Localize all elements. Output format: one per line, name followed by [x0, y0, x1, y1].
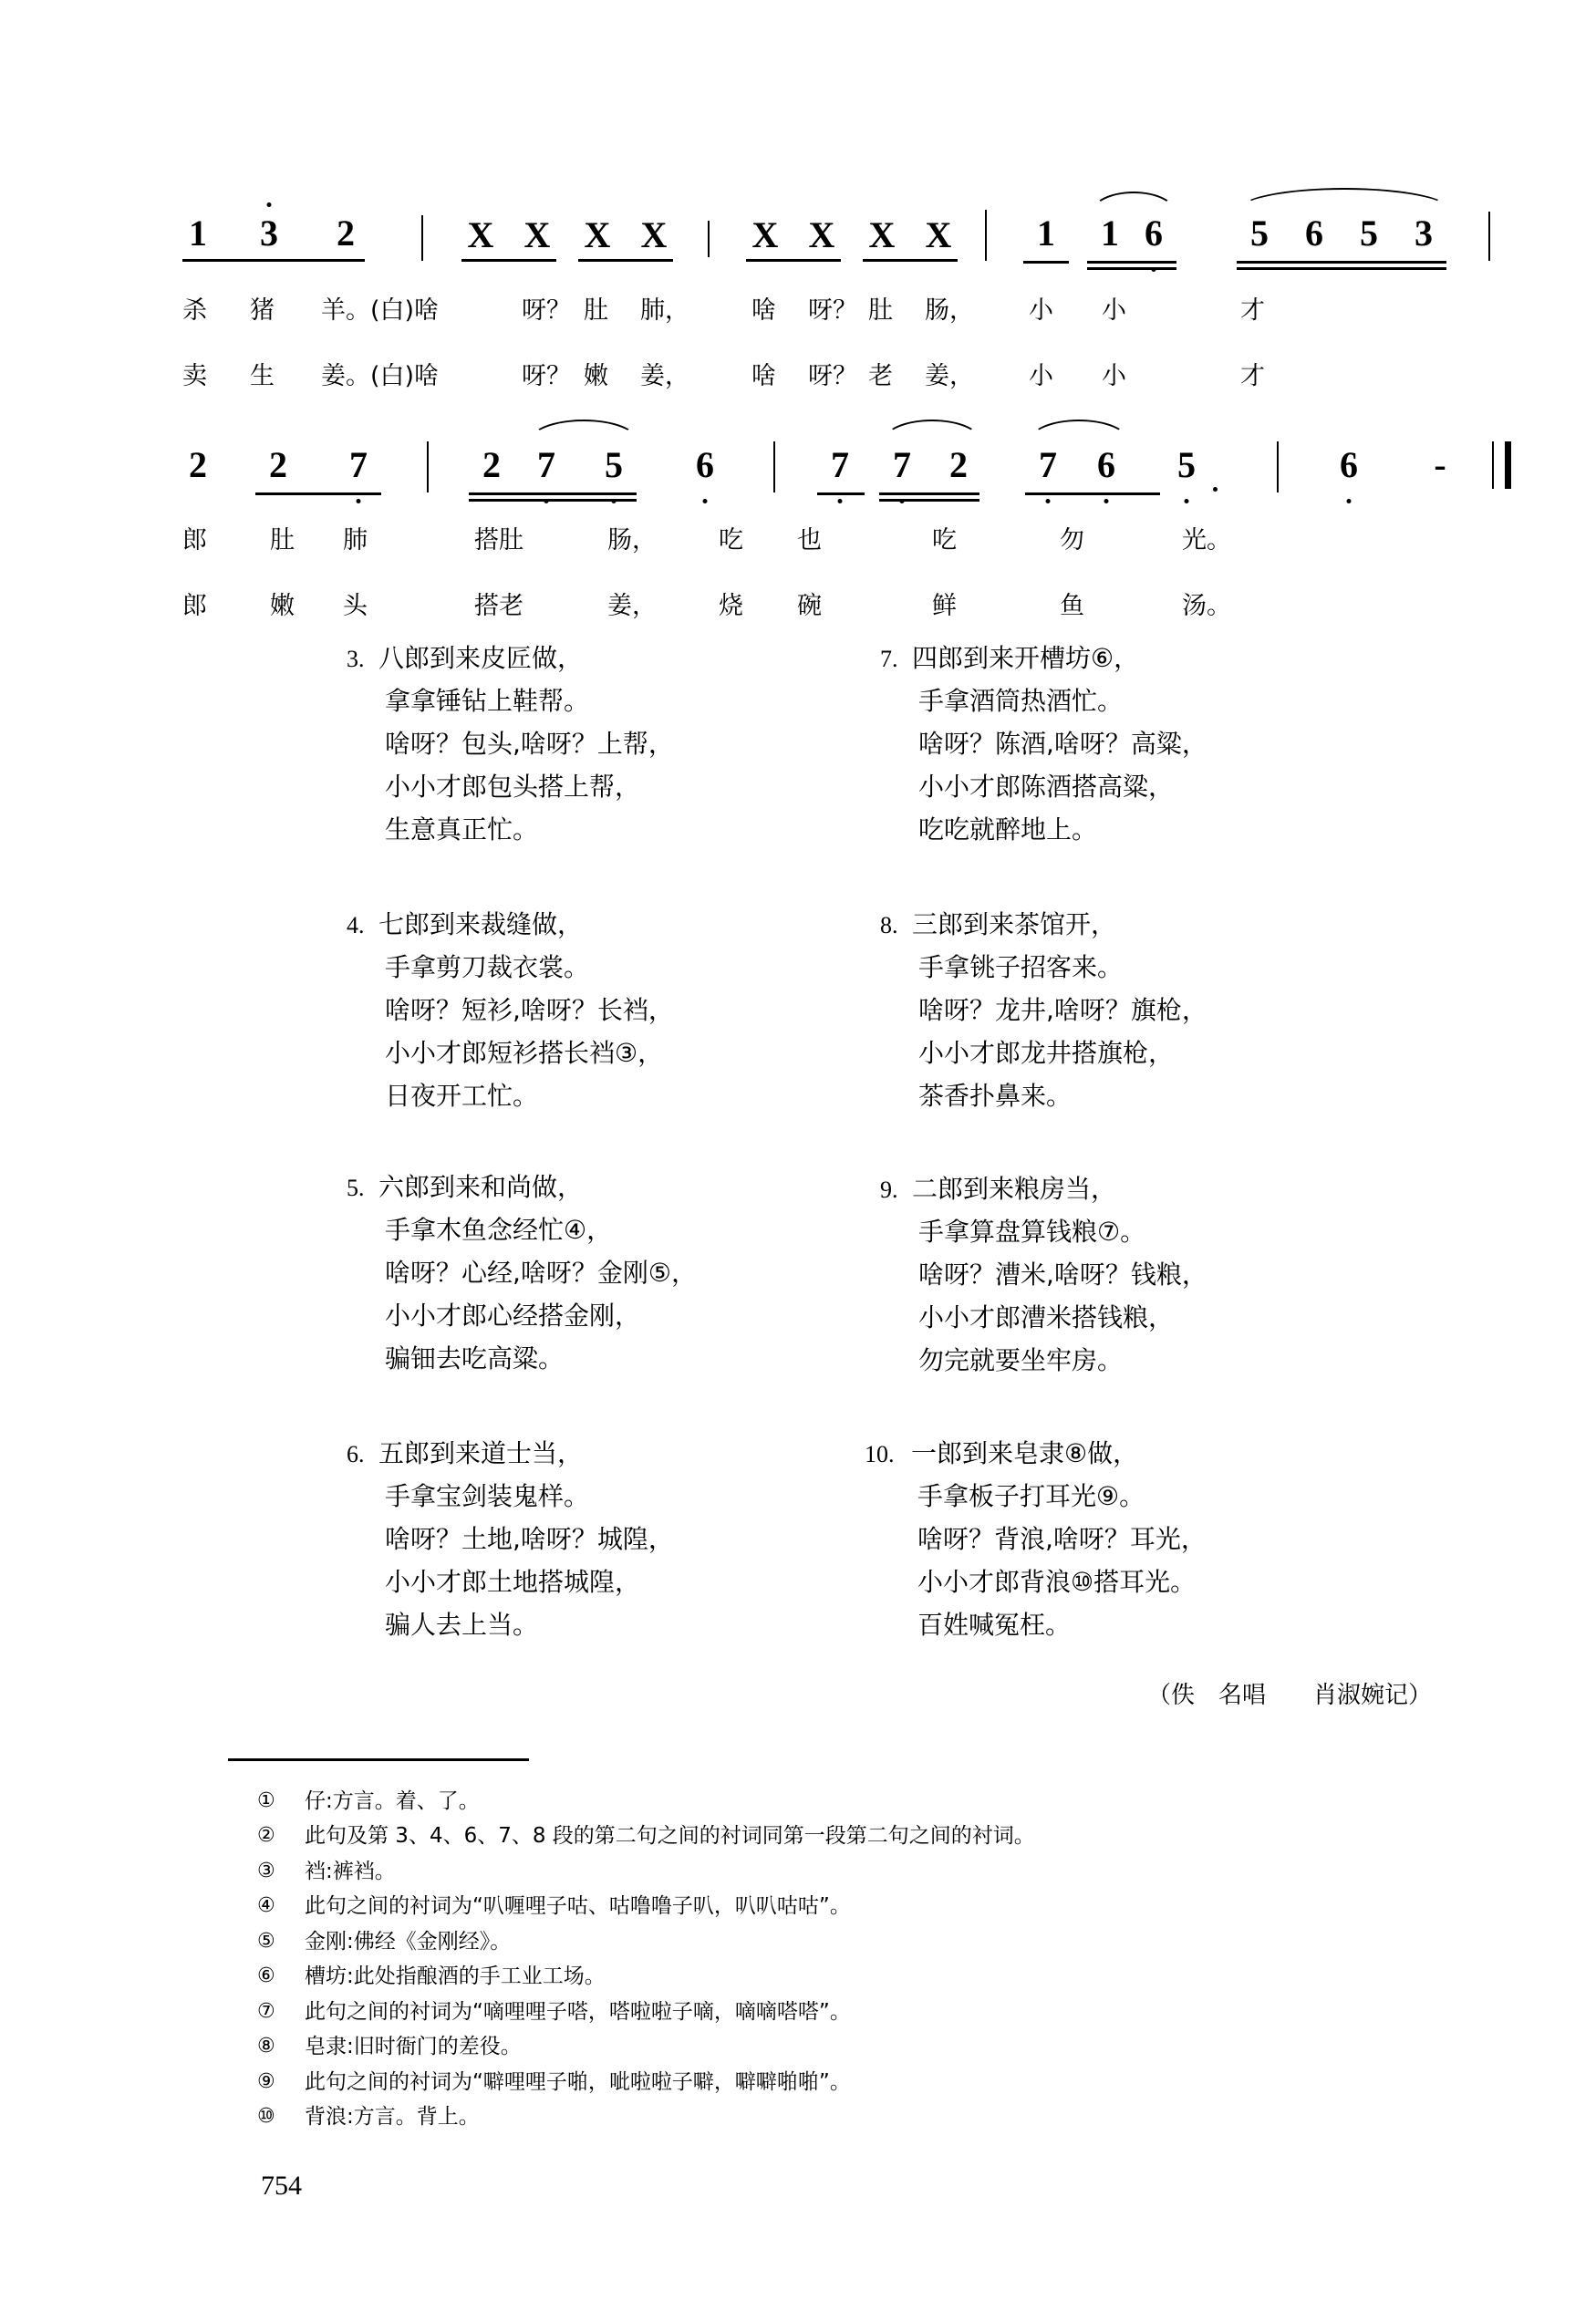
- rhythm-x-7: X: [868, 214, 896, 255]
- verse-number: 5.: [347, 1175, 365, 1201]
- verse-line: 啥呀？短衫,啥呀？长裆，: [385, 995, 674, 1025]
- lyric-cell: 姜，: [607, 592, 657, 620]
- lyric-cell: 小: [1029, 296, 1053, 325]
- lyric-cell: 光。: [1182, 526, 1231, 555]
- rhythm-x-8: X: [925, 214, 952, 255]
- lyric-cell: 嫩: [584, 362, 608, 390]
- footnote-item: [257, 1824, 1035, 1848]
- verse-line: 小小才郎短衫搭长裆③，: [385, 1038, 664, 1068]
- verse-9: [880, 1174, 1207, 1391]
- verse-3: [347, 643, 674, 860]
- lyric-cell: 嫩: [270, 592, 295, 620]
- verse-line: 手拿木鱼念经忙④，: [385, 1215, 613, 1245]
- lyric-cell: 勿: [1060, 526, 1084, 555]
- lyric-cell: 卖: [182, 362, 207, 390]
- lyric-cell: 吃: [719, 526, 743, 555]
- lyric-cell: 碗: [797, 592, 822, 620]
- lyric-cell: 啥: [751, 296, 776, 325]
- verse-line: 生意真正忙。: [385, 814, 539, 845]
- note-s2m3-3: 2: [949, 444, 968, 485]
- verse-line: 手拿宝剑装鬼样。: [385, 1481, 590, 1511]
- note-s2m3-2: 7: [886, 447, 917, 483]
- verse-5: [347, 1172, 698, 1389]
- verse-line: 啥呀？包头,啥呀？上帮，: [385, 729, 674, 759]
- verse-number: 10.: [865, 1441, 895, 1467]
- verse-line: 手拿铫子招客来。: [918, 952, 1124, 982]
- footnote-item: [257, 1860, 1035, 1883]
- barline-3: [985, 210, 987, 261]
- slur-m3: [1091, 192, 1176, 213]
- verse-line: 茶香扑鼻来。: [918, 1081, 1073, 1111]
- note-s2m5-1: 6: [1333, 447, 1364, 483]
- beam-m4-2: [1237, 267, 1446, 270]
- verse-line: 手拿酒筒热酒忙。: [918, 686, 1124, 716]
- lyric-cell: 汤。: [1182, 592, 1231, 620]
- footnote-divider: [228, 1758, 529, 1761]
- footnote-text: 此句之间的衬词为“叭喱哩子咕、咕噜噜子叭，叭叭咕咕”。: [305, 1894, 851, 1919]
- notation-system-2: [182, 444, 1446, 502]
- lyric-cell: 肚: [584, 296, 608, 325]
- verse-8: [880, 909, 1207, 1126]
- beam-m2-b: [863, 259, 958, 262]
- slur-s2m3: [883, 420, 981, 441]
- note-s2m1-3: 7: [343, 447, 374, 483]
- verse-line: 四郎到来开槽坊⑥，: [912, 643, 1140, 673]
- footnote-text: 此句及第 3、4、6、7、8 段的第二句之间的衬词同第一段第二句之间的衬词。: [305, 1824, 1035, 1849]
- lyric-cell: 呀？: [808, 362, 857, 390]
- note-pickup-1: 1: [189, 213, 207, 254]
- barline-4: [1488, 212, 1490, 261]
- footnote-text: 此句之间的衬词为“嘀哩哩子嗒，嗒啦啦子嘀，嘀嘀嗒嗒”。: [305, 1999, 851, 2024]
- verse-line: 啥呀？龙井,啥呀？旗枪，: [918, 995, 1207, 1025]
- note-s2m1-1: 2: [189, 444, 207, 485]
- beam-s2m4: [1025, 492, 1160, 495]
- verse-line: 手拿剪刀裁衣裳。: [385, 952, 590, 982]
- verse-10: [865, 1438, 1207, 1655]
- lyric-cell: 肚: [270, 526, 295, 555]
- lyric-cell: 老: [868, 362, 893, 390]
- verse-line: 吃吃就醉地上。: [918, 814, 1098, 845]
- lyric-cell: 搭老: [474, 592, 523, 620]
- verse-number: 3.: [347, 646, 365, 672]
- verse-line: 小小才郎背浪⑩搭耳光。: [917, 1567, 1197, 1597]
- footnote-text: 裆:裤裆。: [305, 1859, 396, 1883]
- lyric-cell: 搭肚: [474, 526, 523, 555]
- slur-s2m2: [529, 420, 638, 441]
- footnote-item: [257, 2105, 1035, 2129]
- verse-4: [347, 909, 674, 1126]
- beam-pickup: [182, 259, 365, 262]
- lyric-cell: 生: [250, 362, 275, 390]
- footnote-item: [257, 2035, 1035, 2058]
- lyric-cell: 才: [1240, 362, 1265, 390]
- verse-line: 小小才郎土地搭城隍，: [385, 1567, 641, 1597]
- lyric-cell: 鲜: [932, 592, 957, 620]
- footnote-list: [257, 1789, 1035, 2140]
- verse-line: 日夜开工忙。: [385, 1081, 539, 1111]
- note-pickup-2: 3: [254, 215, 285, 252]
- rhythm-x-5: X: [751, 214, 779, 255]
- verse-line: 手拿算盘算钱粮⑦。: [918, 1217, 1146, 1247]
- verse-line: 勿完就要坐牢房。: [918, 1345, 1124, 1375]
- footnote-marker: ③: [257, 1859, 275, 1882]
- note-s2m4-2: 6: [1091, 447, 1122, 483]
- note-m4-2: 6: [1305, 213, 1323, 254]
- beam-s2m3-a: [817, 492, 865, 495]
- verse-line: 啥呀？土地,啥呀？城隍，: [385, 1524, 674, 1554]
- beam-s2m1: [255, 492, 381, 495]
- note-s2m2-4: 6: [689, 447, 720, 483]
- verse-line: 啥呀？漕米,啥呀？钱粮，: [918, 1259, 1207, 1290]
- note-m4-3: 5: [1360, 213, 1378, 254]
- beam-s2m3-b2: [879, 499, 979, 502]
- verse-6: [347, 1438, 674, 1655]
- lyric-cell: 鱼: [1060, 592, 1084, 620]
- barline-s2-1: [427, 441, 429, 492]
- lyric-cell: 小: [1102, 296, 1126, 325]
- lyric-cell: 烧: [719, 592, 743, 620]
- note-s2m2-3: 5: [598, 447, 629, 483]
- lyric-cell: 姜，: [640, 362, 689, 390]
- footnote-text: 槽坊:此处指酿酒的手工业工场。: [305, 1964, 606, 1989]
- barline-s2-2: [773, 441, 775, 492]
- note-m3-3: 6: [1138, 215, 1169, 252]
- note-m4-1: 5: [1250, 213, 1269, 254]
- rhythm-x-6: X: [808, 214, 835, 255]
- verse-line: 百姓喊冤枉。: [917, 1610, 1072, 1640]
- beam-s2m2-2: [469, 499, 637, 502]
- verse-line: 啥呀？陈酒,啥呀？高粱，: [918, 729, 1207, 759]
- verse-line: 八郎到来皮匠做，: [378, 643, 584, 673]
- verse-7: [880, 643, 1207, 860]
- lyric-cell: 郎: [182, 592, 207, 620]
- verse-line: 拿拿锤钻上鞋帮。: [385, 686, 590, 716]
- slur-m4: [1238, 188, 1450, 210]
- lyric-cell: 头: [343, 592, 368, 620]
- footnote-marker: ①: [257, 1789, 275, 1812]
- footnote-item: [257, 1930, 1035, 1954]
- verse-line: 七郎到来裁缝做，: [378, 909, 584, 939]
- page-number: 754: [261, 2171, 302, 2201]
- attribution: （佚 名唱 肖淑婉记）: [1147, 1682, 1433, 1709]
- lyric-cell: 小: [1029, 362, 1053, 390]
- footnote-text: 金刚:佛经《金刚经》。: [305, 1929, 512, 1954]
- rhythm-x-2: X: [523, 214, 551, 255]
- beam-m4-1: [1237, 261, 1446, 264]
- barline-1: [421, 215, 423, 261]
- note-s2m3-1: 7: [824, 447, 855, 483]
- verse-line: 二郎到来粮房当，: [912, 1174, 1117, 1204]
- lyric-cell: 呀？: [522, 296, 571, 325]
- verse-line: 五郎到来道士当，: [378, 1438, 584, 1468]
- verse-number: 9.: [880, 1177, 898, 1203]
- verse-line: 三郎到来茶馆开，: [912, 909, 1117, 939]
- dotted-duration-dot: [1213, 487, 1218, 492]
- lyric-cell: 猪: [250, 296, 275, 325]
- verse-line: 啥呀？背浪,啥呀？耳光，: [917, 1524, 1207, 1554]
- verse-line: 啥呀？心经,啥呀？金刚⑤，: [385, 1258, 698, 1288]
- lyric-cell: 才: [1240, 296, 1265, 325]
- note-s2m4-1: 7: [1032, 447, 1063, 483]
- note-s2m1-2: 2: [269, 444, 287, 485]
- beam-m3-b1: [1087, 261, 1176, 264]
- lyric-cell: 羊。(白)啥: [321, 296, 440, 325]
- lyric-cell: 啥: [751, 362, 776, 390]
- footnote-item: [257, 1789, 1035, 1813]
- beam-s2m2-1: [469, 492, 637, 495]
- beam-m2-a: [746, 259, 841, 262]
- footnote-marker: ⑧: [257, 2035, 275, 2058]
- rhythm-x-3: X: [584, 214, 611, 255]
- beam-m1-b: [578, 259, 673, 262]
- beam-m3-b2: [1087, 267, 1176, 270]
- slur-s2m4: [1029, 420, 1129, 441]
- note-m4-4: 3: [1415, 213, 1433, 254]
- lyric-cell: 小: [1102, 362, 1126, 390]
- verse-line: 小小才郎包头搭上帮，: [385, 772, 641, 802]
- note-s2m5-2: -: [1434, 444, 1446, 485]
- lyric-cell: 呀？: [808, 296, 857, 325]
- verse-line: 骗人去上当。: [385, 1610, 539, 1640]
- lyric-cell: 也: [797, 526, 822, 555]
- barline-s2-3: [1277, 441, 1279, 492]
- footnote-marker: ④: [257, 1894, 275, 1918]
- lyric-cell: 姜，: [925, 362, 974, 390]
- lyric-cell: 呀？: [522, 362, 571, 390]
- footnote-text: 皂隶:旧时衙门的差役。: [305, 2035, 522, 2059]
- verse-line: 一郎到来皂隶⑧做，: [911, 1438, 1139, 1468]
- note-s2m2-1: 2: [482, 444, 501, 485]
- lyric-cell: 肚: [868, 296, 893, 325]
- notation-system-1: [182, 213, 1433, 270]
- footnote-marker: ②: [257, 1824, 275, 1848]
- verse-line: 六郎到来和尚做，: [378, 1172, 584, 1202]
- footnote-text: 背浪:方言。背上。: [305, 2104, 480, 2129]
- footnote-marker: ⑥: [257, 1964, 275, 1988]
- lyric-cell: 肠，: [607, 526, 657, 555]
- verse-line: 小小才郎心经搭金刚，: [385, 1301, 641, 1331]
- verse-line: 手拿板子打耳光⑨。: [917, 1481, 1145, 1511]
- lyric-cell: 杀: [182, 296, 207, 325]
- lyric-cell: 姜。(白)啥: [321, 362, 440, 390]
- beam-s2m3-b1: [879, 492, 979, 495]
- footnote-item: [257, 1894, 1035, 1918]
- verse-line: 小小才郎漕米搭钱粮，: [918, 1302, 1175, 1332]
- lyric-cell: 肠，: [925, 296, 974, 325]
- footnote-marker: ⑩: [257, 2104, 275, 2128]
- beam-m1-a: [461, 259, 556, 262]
- verse-number: 8.: [880, 912, 898, 938]
- footnote-marker: ⑦: [257, 1999, 275, 2023]
- footnote-item: [257, 1964, 1035, 1988]
- footnote-marker: ⑤: [257, 1929, 275, 1953]
- note-m3-1: 1: [1037, 213, 1055, 254]
- verse-line: 骗钿去吃高粱。: [385, 1343, 565, 1374]
- lyric-cell: 肺: [343, 526, 368, 555]
- footnote-text: 仔:方言。着、了。: [305, 1789, 480, 1813]
- final-barline: [1492, 441, 1511, 489]
- rhythm-x-1: X: [467, 214, 494, 255]
- verse-number: 4.: [347, 912, 365, 938]
- verse-number: 7.: [880, 646, 898, 672]
- verse-number: 6.: [347, 1441, 365, 1467]
- note-m3-2: 1: [1101, 213, 1119, 254]
- footnote-text: 此句之间的衬词为“噼哩哩子啪，呲啦啦子噼，噼噼啪啪”。: [305, 2069, 851, 2094]
- beam-m3-a: [1023, 261, 1069, 264]
- verse-line: 小小才郎陈酒搭高粱，: [918, 772, 1175, 802]
- footnote-marker: ⑨: [257, 2069, 275, 2093]
- lyric-cell: 郎: [182, 526, 207, 555]
- lyric-cell: 吃: [932, 526, 957, 555]
- lyric-cell: 肺，: [640, 296, 689, 325]
- rhythm-x-4: X: [640, 214, 668, 255]
- footnote-item: [257, 2070, 1035, 2094]
- note-s2m2-2: 7: [531, 447, 562, 483]
- note-s2m4-3: 5: [1171, 447, 1202, 483]
- footnote-item: [257, 2000, 1035, 2024]
- barline-2: [708, 221, 710, 257]
- verse-line: 小小才郎龙井搭旗枪，: [918, 1038, 1175, 1068]
- note-pickup-3: 2: [337, 213, 355, 254]
